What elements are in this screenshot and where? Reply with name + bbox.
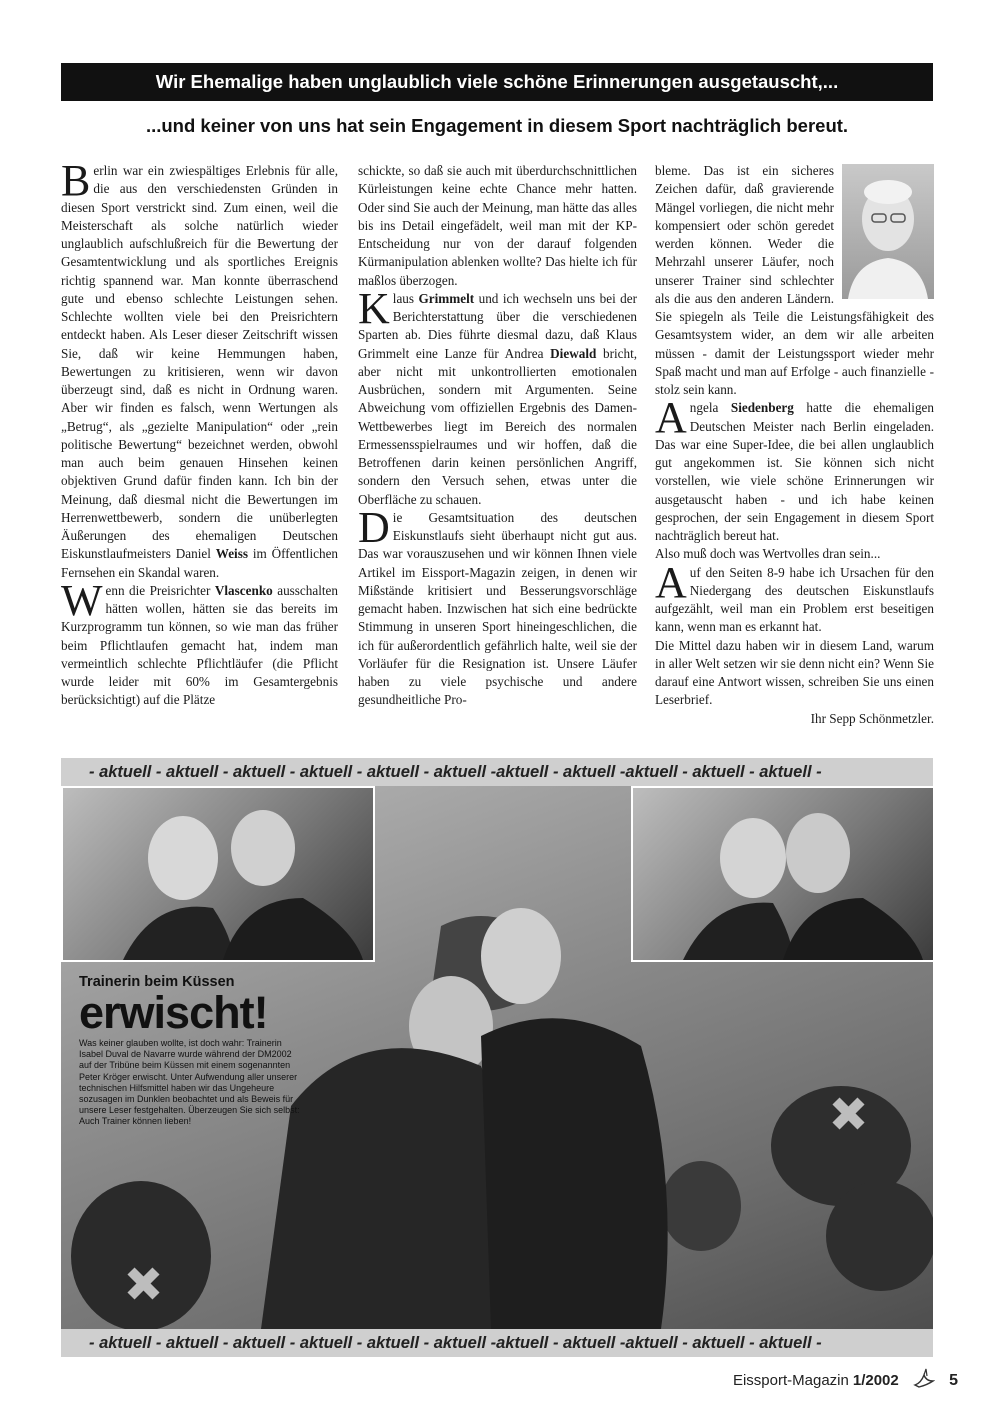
inset-photo-right bbox=[631, 786, 933, 962]
inset-photo-left bbox=[61, 786, 375, 962]
paragraph-text: ausschalten hätten wollen, hätten sie das bereits im Kurzprogramm tun können, so wie man das früher beim Pflichtlaufen gemacht hat, indem man vermeintlich schlechte Pflichtläufer (die Pflicht wurde leider mit 60% im Gesamtergebnis berücksichtigt) auf die Plätze bbox=[61, 582, 339, 708]
aktuell-strip-top: - aktuell - aktuell - aktuell - aktuell - aktuell - aktuell -aktuell - aktuell -aktuell - aktuell - aktuell - bbox=[61, 758, 933, 786]
paragraph: Die Mittel dazu haben wir in diesem Land, warum in aller Welt setzen wir sie denn nicht ein? Wenn Sie darauf eine Antwort wissen, schreiben Sie uns einen Leserbrief. bbox=[655, 637, 934, 708]
paragraph-text: ie Gesamtsituation des deutschen Eiskunstlaufs sieht überhaupt nicht gut aus. Das war vorauszusehen und wir können Ihnen viele Artikel im Eissport-Magazin zeigen, in denen wir Mißstände kritisiert und Besserungsvorschläge gemacht haben. Inzwischen hat sich eine bedrückte Stimmung in unseren Sport hineingeschlichen, die ich für außerordentlich gefährlich halte, weil sie der Vorläufer für die Resignation ist. Unsere Läufer haben zu viele psychische und andere gesundheitliche Pro- bbox=[358, 509, 637, 708]
paragraph bbox=[655, 557, 934, 637]
paragraph-text: laus bbox=[392, 290, 415, 306]
drop-cap: A bbox=[655, 393, 687, 443]
aktuell-photo bbox=[61, 786, 933, 1329]
paragraph-text: erlin war ein zwiespältiges Erlebnis für alle, die aus den verschiedensten Gründen in diesen Sport verstrickt sind. Zum einen, weil die Meisterschaft als solche natürlich wieder unglaublich aufschlußreich für die Bewertung der Gesamtentwicklung und als sportliches Ereignis richtig spannend war. Man konnte überraschend gute und ebenso schlechte Leistungen sehen. Schlechte wollten viele bei den Preisrichtern entdeckt haben. Als Leser dieser Zeitschrift wissen Sie, daß wir keine Hemmungen haben, Bewertungen zu kritisieren, wenn wir davon überzeugt sind, daß es nicht in Ordnung waren. Aber wir finden es falsch, wenn Wertungen als „Betrug“, als „gezielte Manipulation“ oder „rein politische Bewertung“ bezeichnet werden, obwohl man auch beim genauen Hinsehen keinen objektiven Grund dafür finden kann. Ich bin der Meinung, daß diesmal nicht die Bewertungen im Herrenwettbewerb, sondern die unüberlegten Äußerungen des ehemaligen Deutschen Eiskunstlaufmeisters Daniel bbox=[61, 163, 338, 562]
magazine-name: Eissport-Magazin bbox=[732, 1372, 849, 1389]
drop-cap: W bbox=[61, 575, 103, 625]
paragraph bbox=[61, 156, 339, 582]
bird-logo-icon bbox=[913, 1367, 935, 1393]
caption-text: Was keiner glauben wollte, ist doch wahr: Trainerin Isabel Duval de Navarre wurde während der DM2002 auf der Tribüne beim Küssen mit einem sogenannten Peter Kröger erwischt. Unter Aufwendung aller unserer technischen Hilfsmittel haben wir das Ungeheure sozusagen im Dunklen beobachtet und als Beweis für unsere Leser festgehalten. Überzeugen Sie sich selbst: Auch Trainer können lieben! bbox=[79, 1038, 300, 1127]
author-signature: Ihr Sepp Schönmetzler. bbox=[810, 710, 934, 726]
paragraph bbox=[655, 393, 934, 545]
paragraph bbox=[358, 162, 637, 290]
name-highlight: Vlascenko bbox=[214, 582, 273, 598]
subheadline: ...und keiner von uns hat sein Engagement in diesem Sport nachträglich bereut. bbox=[145, 115, 849, 136]
headline-banner: Wir Ehemalige haben unglaublich viele schöne Erinnerungen ausgetauscht,... bbox=[61, 63, 933, 101]
article-column-2 bbox=[358, 162, 637, 710]
name-highlight: Grimmelt bbox=[418, 290, 475, 306]
paragraph: Also muß doch was Wertvolles dran sein... bbox=[655, 546, 881, 562]
paragraph bbox=[655, 162, 934, 399]
name-highlight: Diewald bbox=[550, 345, 597, 361]
portrait-silhouette-icon bbox=[842, 164, 934, 299]
paragraph-text: enn die Preisrichter bbox=[105, 582, 211, 598]
caption-title: erwischt! bbox=[79, 987, 268, 1038]
kiss-photo-icon bbox=[633, 788, 933, 960]
page-number: 5 bbox=[949, 1372, 958, 1389]
drop-cap: D bbox=[358, 502, 390, 552]
paragraph bbox=[358, 502, 637, 710]
photo-caption bbox=[79, 974, 304, 1128]
paragraph bbox=[61, 575, 339, 710]
name-highlight: Siedenberg bbox=[730, 400, 794, 416]
issue-number: 1/2002 bbox=[852, 1372, 899, 1389]
paragraph-text: bricht, aber nicht mit unkontrollierten emotionalen Ausbrüchen, sondern mit Argumenten. Seine Abweichung vom offiziellen Ergebnis des Damen-Wettbewerbes liegt im Bereich des normalen Ermessensspielraumes und wir hoffen, daß die Betroffenen darin keinen persönlichen Angriff, sondern den Versuch sehen, etwas unter die Oberfläche zu schauen. bbox=[358, 345, 638, 507]
couple-photo-icon bbox=[63, 788, 373, 960]
drop-cap: B bbox=[61, 156, 91, 205]
paragraph-text: uf den Seiten 8-9 habe ich Ursachen für den Niedergang des deutschen Eiskunstlaufs aufgezählt, weil man ein Problem erst beseitigen kann, wenn man es erkannt hat. bbox=[655, 564, 934, 635]
paragraph-text: bleme. Das ist ein sicheres Zeichen dafür, daß gravierende Mängel vorliegen, die nicht mehr kompensiert oder schön geredet werden können. Weder die Mehrzahl unserer Läufer, noch unserer Trainer sind schlechter als die aus den anderen Ländern. Sie spiegeln als Teile die Leistungsfähigkeit des Gesamtsystem wider, an dem wir alle arbeiten müssen - damit der Leistungssport wieder mehr Spaß macht und man auf Erfolge - auch finanzielle - stolz sein kann. bbox=[655, 163, 934, 397]
paragraph-text: ngela bbox=[689, 400, 719, 416]
aktuell-strip-bottom: - aktuell - aktuell - aktuell - aktuell - aktuell - aktuell -aktuell - aktuell -aktuell - aktuell - aktuell - bbox=[61, 1329, 933, 1357]
page-footer bbox=[733, 1367, 958, 1393]
drop-cap: K bbox=[358, 283, 390, 333]
paragraph bbox=[358, 283, 638, 509]
article-column-3 bbox=[655, 162, 934, 728]
paragraph-text: im Öffentlichen Fernsehen ein Skandal waren. bbox=[61, 546, 339, 580]
author-portrait-photo bbox=[842, 164, 934, 299]
paragraph-text: und ich wechseln uns bei der Berichterstattung über die verschiedenen Sparten ab. Dies führte diesmal dazu, daß Klaus Grimmelt eine Lanze für Andrea bbox=[358, 290, 638, 361]
paragraph-text: schickte, so daß sie auch mit überdurchschnittlichen Kürleistungen keine echte Chance mehr hatten. Oder sind Sie auch der Meinung, man hätte das alles bis ins Detail eingefädelt, weil man mit der KP-Entscheidung nur von der darauf folgenden Kürmanipulation ablenken wollte? Das hielte ich für maßlos überzogen. bbox=[358, 163, 637, 288]
article-column-1 bbox=[61, 156, 339, 710]
paragraph-text: hatte die ehemaligen Deutschen Meister nach Berlin eingeladen. Das war eine Super-Idee, die bei allen unglaublich gut angekommen ist. Sie können sich nicht vorstellen, wie viele schöne Erinnerungen wir ausgetauscht haben - und ich habe keinen gesprochen, der sein Engagement in diesem Sport nachträglich bereut hat. bbox=[655, 400, 934, 543]
caption-kicker: Trainerin beim Küssen bbox=[79, 974, 235, 990]
name-highlight: Weiss bbox=[215, 546, 248, 562]
drop-cap: A bbox=[655, 557, 687, 607]
